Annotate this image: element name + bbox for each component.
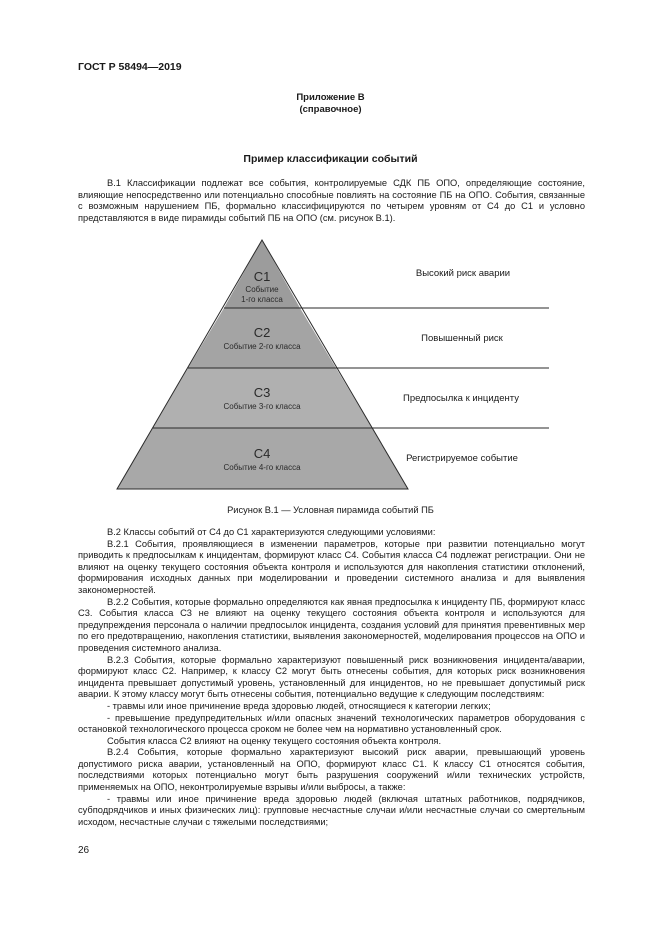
paragraph-b23: В.2.3 События, которые формально характеризуют повышенный риск возникновения инцидента/аварии, формируют класс С2. Например, к классу С2 могут быть отнесены события, для которых риск возникновения инцидента превышает допустимый уровень, установленный для инцидентов, но не превышает допустимый риск аварии. К этому классу могут быть отнесены события, потенциально ведущие к следующим последствиям:: [78, 654, 585, 700]
paragraph-c2-influence: События класса С2 влияют на оценку текущего состояния объекта контроля.: [107, 735, 442, 746]
c4-name: Событие 4-го класса: [223, 463, 301, 472]
section-title: Пример классификации событий: [243, 153, 418, 165]
c2-risk-label: Повышенный риск: [421, 333, 503, 344]
paragraph-b21: В.2.1 События, проявляющиеся в изменении параметров, которые при развитии потенциально могут приводить к предпосылкам к инцидентам, формируют класс С4. События класса С4 подлежат регистрации. Они не влияют на оценку текущего состояния объекта контроля и используются для накопления статистики отклонений, формирования исходных данных при моделировании и проведении системного анализа и для выявления закономерностей.: [78, 538, 585, 595]
c3-name: Событие 3-го класса: [223, 402, 301, 411]
page-number: 26: [78, 845, 90, 856]
c2-name: Событие 2-го класса: [223, 342, 301, 351]
list-item-injuries-severe: - травмы или иное причинение вреда здоровью людей (включая штатных работников, подрядчиков, субподрядчиков и иных физических лиц): групповые несчастные случаи и/или несчастные случаи со смертельным исходом, несчастные случаи с тяжелыми последствиями;: [78, 793, 585, 827]
list-item-parameter-excess: - превышение предупредительных и/или опасных значений технологических параметров оборудования с остановкой технологического процесса сроком не более чем на нормативно установленный срок.: [78, 712, 585, 735]
standard-number: ГОСТ Р 58494—2019: [78, 61, 182, 73]
appendix-title: Приложение В: [296, 92, 365, 103]
c2-code: С2: [253, 325, 271, 340]
list-item-injuries-light: - травмы или иное причинение вреда здоровью людей, относящиеся к категории легких;: [107, 700, 491, 711]
intro-text: В.1 Классификации подлежат все события, контролируемые СДК ПБ ОПО, определяющие состояние, влияющие непосредственно или потенциально способные повлиять на состояние ПБ на ОПО. События, связанные с возможным нарушением ПБ, формально классифицируются по четырем уровням от С4 до С1 и условно представляются в виде пирамиды событий ПБ на ОПО (см. рисунок В.1).: [78, 178, 585, 223]
paragraph-b22: В.2.2 События, которые формально определяются как явная предпосылка к инциденту ПБ, формируют класс С3. События класса С3 не влияют на оценку текущего состояния объекта контроля и используются для предупреждения персонала о наличии предпосылок инцидента, создания условий для принятия превентивных мер по его предотвращению, накопления статистики, выявления закономерностей, моделирования процессов на ОПО и проведения системного анализа.: [78, 596, 585, 653]
paragraph-b2: В.2 Классы событий от С4 до С1 характеризуются следующими условиями:: [107, 527, 436, 537]
c1-code: С1: [253, 269, 271, 284]
c3-risk-label: Предпосылка к инциденту: [403, 393, 519, 404]
c4-risk-label: Регистрируемое событие: [406, 453, 518, 464]
c1-name: Событие: [245, 285, 279, 294]
c1-name-2: 1-го класса: [241, 295, 283, 304]
c4-code: С4: [253, 446, 271, 461]
classification-conditions: [78, 527, 585, 828]
paragraph-b24: В.2.4 События, которые формально характеризуют высокий риск аварии, превышающий уровень допустимого риска аварии, установленный на ОПО, формируют класс С1. К классу С1 относятся события, последствиями которых потенциально могут быть разрушения сооружений и/или технических устройств, применяемых на ОПО, неконтролируемые взрывы и/или выбросы, а также:: [78, 747, 585, 793]
appendix-subtitle: (справочное): [299, 104, 362, 115]
c1-risk-label: Высокий риск аварии: [415, 268, 511, 279]
figure-caption: Рисунок В.1 — Условная пирамида событий ПБ: [227, 505, 434, 515]
c3-code: С3: [253, 385, 271, 400]
